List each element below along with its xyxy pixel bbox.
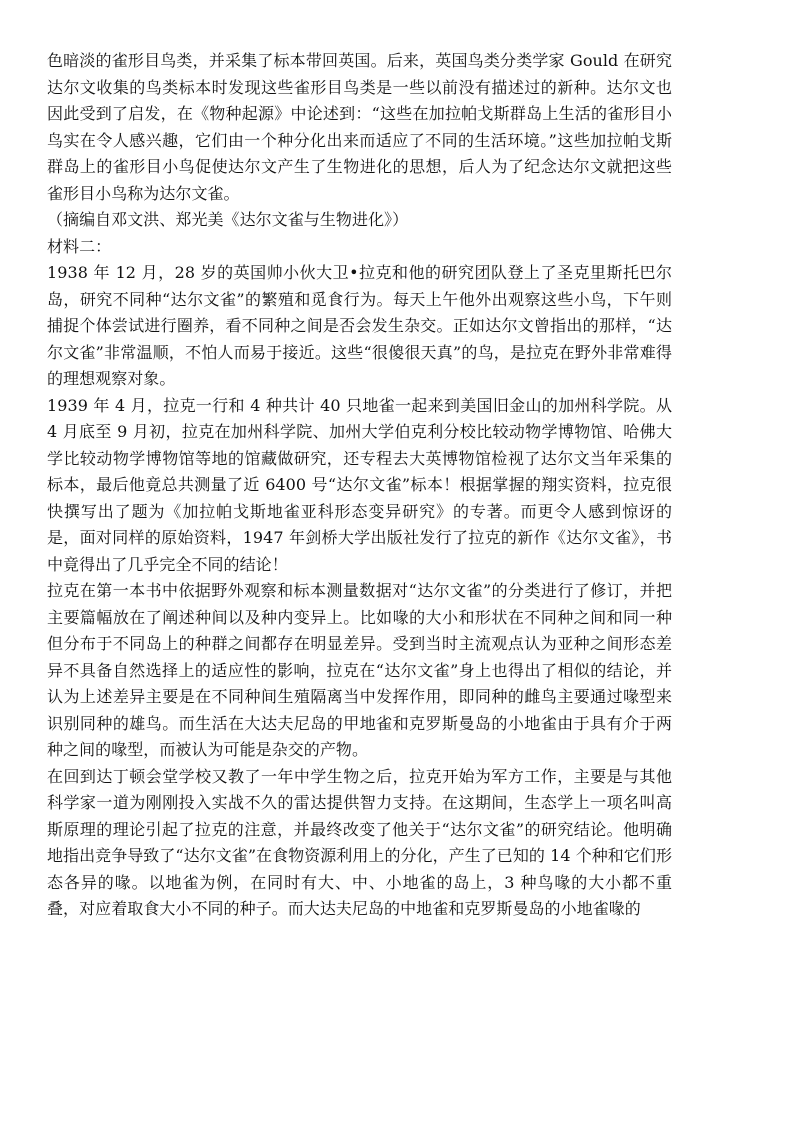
paragraph-1938-expedition: 1938 年 12 月，28 岁的英国帅小伙大卫•拉克和他的研究团队登上了圣克里斯托巴尔岛，研究不同种“达尔文雀”的繁殖和觅食行为。每天上午他外出观察这些小鸟，下午则捕捉个体尝试进行圈养，看不同种之间是否会发生杂交。正如达尔文曾指出的那样，“达尔文雀”非常温顺，不怕人而易于接近。这些“很傻很天真”的鸟，是拉克在野外非常难得的理想观察对象。 — [47, 263, 672, 388]
paragraph-1939-research: 1939 年 4 月，拉克一行和 4 种共计 40 只地雀一起来到美国旧金山的加州科学院。从 4 月底至 9 月初，拉克在加州科学院、加州大学伯克利分校比较动物学博物馆、哈佛大学比较动物学博物馆等地的馆藏做研究，还专程去大英博物馆检视了达尔文当年采集的标本，最后他竟总共测量了近 6400 号“达尔文雀”标本！根据掌握的翔实资料，拉克很快撰写出了题为《加拉帕戈斯地雀亚科形态变异研究》的专著。而更令人感到惊讶的是，面对同样的原始资料，1947 年剑桥大学出版社发行了拉克的新作《达尔文雀》，书中竟得出了几乎完全不同的结论！ — [47, 395, 672, 574]
document-body — [47, 48, 672, 923]
paragraph-material-one-end: 色暗淡的雀形目鸟类，并采集了标本带回英国。后来，英国鸟类分类学家 Gould 在研究达尔文收集的鸟类标本时发现这些雀形目鸟类是一些以前没有描述过的新种。达尔文也因此受到了启发，在《物种起源》中论述到：“这些在加拉帕戈斯群岛上生活的雀形目小鸟实在令人感兴趣，它们由一个种分化出来而适应了不同的生活环境。”这些加拉帕戈斯群岛上的雀形目小鸟促使达尔文产生了生物进化的思想，后人为了纪念达尔文就把这些雀形目小鸟称为达尔文雀。 — [47, 51, 672, 203]
paragraph-first-book: 拉克在第一本书中依据野外观察和标本测量数据对“达尔文雀”的分类进行了修订，并把主要篇幅放在了阐述种间以及种内变异上。比如喙的大小和形状在不同种之间和同一种但分布于不同岛上的种群之间都存在明显差异。受到当时主流观点认为亚种之间形态差异不具备自然选择上的适应性的影响，拉克在“达尔文雀”身上也得出了相似的结论，并认为上述差异主要是在不同种间生殖隔离当中发挥作用，即同种的雌鸟主要通过喙型来识别同种的雄鸟。而生活在大达夫尼岛的甲地雀和克罗斯曼岛的小地雀由于具有介于两种之间的喙型，而被认为可能是杂交的产物。 — [47, 581, 672, 759]
citation-source: （摘编自邓文洪、郑光美《达尔文雀与生物进化》） — [47, 210, 409, 229]
section-heading-material-two: 材料二： — [47, 236, 112, 256]
paragraph-gause-principle: 在回到达丁顿会堂学校又教了一年中学生物之后，拉克开始为军方工作，主要是与其他科学家一道为刚刚投入实战不久的雷达提供智力支持。在这期间，生态学上一项名叫高斯原理的理论引起了拉克的注意，并最终改变了他关于“达尔文雀”的研究结论。他明确地指出竞争导致了“达尔文雀”在食物资源利用上的分化，产生了已知的 14 个种和它们形态各异的喙。以地雀为例，在同时有大、中、小地雀的岛上，3 种鸟喙的大小都不重叠，对应着取食大小不同的种子。而大达夫尼岛的中地雀和克罗斯曼岛的小地雀喙的 — [47, 766, 672, 918]
